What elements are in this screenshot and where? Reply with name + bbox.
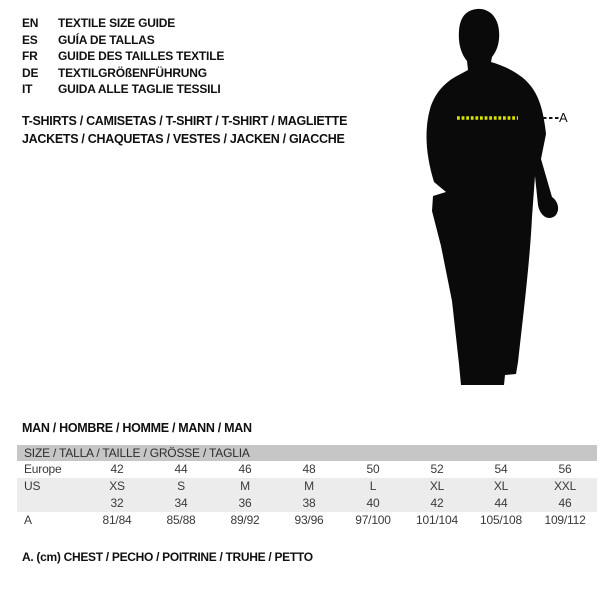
cell: 97/100 [355, 513, 391, 527]
row-label: A [24, 513, 32, 527]
man-silhouette-icon [405, 5, 570, 390]
language-code: ES [22, 32, 38, 47]
table-row-europe [17, 461, 597, 478]
language-label: GUÍA DE TALLAS [58, 32, 155, 47]
language-label: GUIDA ALLE TAGLIE TESSILI [58, 82, 221, 96]
cell: 48 [302, 462, 316, 476]
cell: 81/84 [102, 513, 132, 527]
cell: 54 [494, 462, 508, 476]
size-table-header: SIZE / TALLA / TAILLE / GRÖSSE / TAGLIA [17, 445, 597, 461]
cell: XL [405, 478, 469, 495]
table-row-numeric [17, 495, 597, 512]
cell: L [341, 478, 405, 495]
cell: 38 [277, 495, 341, 512]
cell: S [149, 478, 213, 495]
cell: 44 [174, 462, 188, 476]
cell: 32 [85, 495, 149, 512]
section-title-man: MAN / HOMBRE / HOMME / MANN / MAN [22, 421, 252, 435]
size-table [17, 445, 597, 529]
cell: 42 [110, 462, 124, 476]
cell: 46 [238, 462, 252, 476]
cell: M [277, 478, 341, 495]
measurement-footnote: A. (cm) CHEST / PECHO / POITRINE / TRUHE / PETTO [22, 550, 313, 564]
man-silhouette-shape [427, 9, 559, 385]
category-line-tshirts: T-SHIRTS / CAMISETAS / T-SHIRT / T-SHIRT / MAGLIETTE [22, 114, 348, 128]
language-code: IT [22, 82, 33, 96]
table-row-us [17, 478, 597, 495]
cell: 52 [430, 462, 444, 476]
cell: 89/92 [230, 513, 260, 527]
cell: 46 [533, 495, 597, 512]
cell: 42 [405, 495, 469, 512]
row-label: US [17, 478, 85, 495]
cell: 56 [558, 462, 572, 476]
row-label [17, 495, 85, 512]
table-row-a-chest [17, 512, 597, 529]
size-table-header-row [17, 445, 597, 461]
cell: 34 [149, 495, 213, 512]
cell: 40 [341, 495, 405, 512]
language-row-en [22, 15, 224, 32]
cell: XXL [533, 478, 597, 495]
cell: 109/112 [544, 513, 586, 527]
cell: 101/104 [416, 513, 458, 527]
language-list [22, 15, 224, 98]
cell: 105/108 [480, 513, 522, 527]
cell: 50 [366, 462, 380, 476]
cell: 93/96 [294, 513, 324, 527]
language-code: DE [22, 65, 39, 80]
row-label: Europe [24, 462, 62, 476]
cell: 36 [213, 495, 277, 512]
category-line-jackets: JACKETS / CHAQUETAS / VESTES / JACKEN / GIACCHE [22, 132, 345, 146]
language-row-fr [22, 48, 224, 65]
cell: 44 [469, 495, 533, 512]
cell: XL [469, 478, 533, 495]
man-silhouette-figure [405, 5, 570, 390]
language-code: FR [22, 49, 38, 63]
language-row-es [22, 32, 224, 49]
cell: M [213, 478, 277, 495]
category-heading [22, 112, 347, 148]
language-row-it [22, 81, 224, 98]
cell: XS [85, 478, 149, 495]
language-label: TEXTILGRÖßENFÜHRUNG [58, 65, 207, 80]
language-code: EN [22, 16, 39, 30]
language-label: TEXTILE SIZE GUIDE [58, 16, 176, 30]
language-label: GUIDE DES TAILLES TEXTILE [58, 49, 225, 63]
measure-label-a: A [559, 110, 568, 125]
cell: 85/88 [166, 513, 196, 527]
language-row-de [22, 65, 224, 82]
